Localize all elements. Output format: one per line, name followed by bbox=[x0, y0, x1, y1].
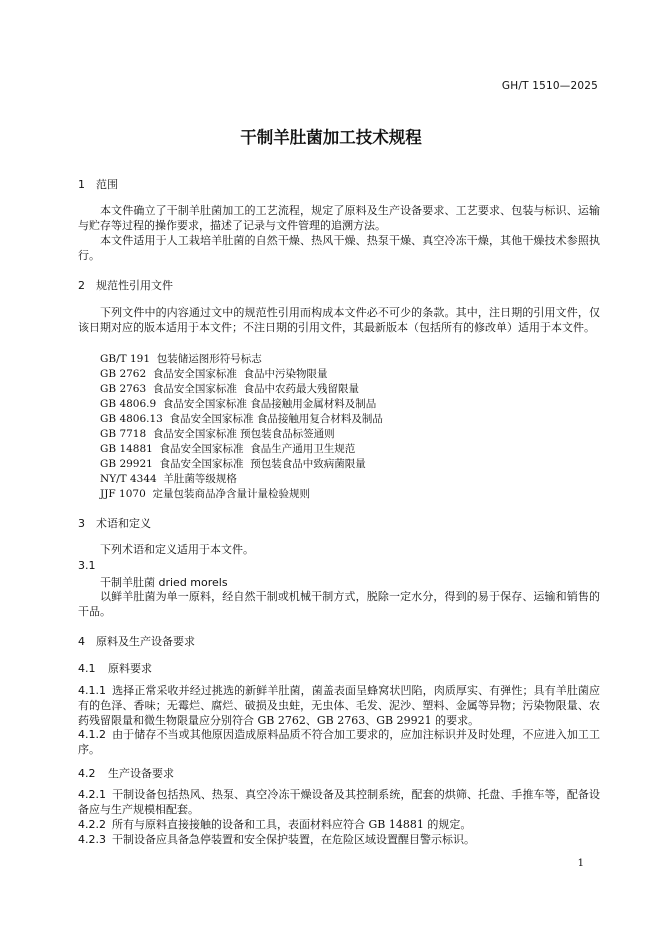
reference-item: GB 4806.9 食品安全国家标准 食品接触用金属材料及制品 bbox=[100, 398, 377, 410]
clause-text: 干制设备应具备急停装置和安全保护装置，在危险区域设置醒目警示标识。 bbox=[112, 833, 475, 846]
section-4-heading bbox=[78, 633, 195, 649]
section-number: 2 bbox=[78, 279, 85, 292]
clause-4-2-1 bbox=[78, 787, 600, 817]
section-2-paragraph-1: 下列文件中的内容通过文中的规范性引用而构成本文件必不可少的条款。其中，注日期的引用文件，仅该日期对应的版本适用于本文件；不注日期的引用文件，其最新版本（包括所有的修改单）适用于本文件。 bbox=[78, 306, 600, 335]
clause-text: 干制设备包括热风、热泵、真空冷冻干燥设备及其控制系统，配套的烘筛、托盘、手推车等，配备设备应与生产规模相配套。 bbox=[78, 788, 600, 817]
clause-text: 由于储存不当或其他原因造成原料品质不符合加工要求的，应加注标识并及时处理，不应进入加工工序。 bbox=[78, 728, 600, 757]
document-title: 干制羊肚菌加工技术规程 bbox=[240, 128, 422, 147]
clause-number: 4.2.3 bbox=[78, 833, 106, 846]
term-number: 3.1 bbox=[78, 559, 96, 572]
clause-4-2-3 bbox=[78, 832, 600, 847]
reference-item: JJF 1070 定量包装商品净含量计量检验规则 bbox=[100, 488, 310, 500]
clause-number: 4.1.2 bbox=[78, 728, 106, 741]
subsection-title: 原料要求 bbox=[108, 662, 152, 675]
reference-item: GB 14881 食品安全国家标准 食品生产通用卫生规范 bbox=[100, 443, 356, 455]
section-number: 3 bbox=[78, 517, 85, 530]
section-title: 规范性引用文件 bbox=[96, 279, 173, 292]
section-2-heading bbox=[78, 277, 173, 293]
reference-item: GB 2763 食品安全国家标准 食品中农药最大残留限量 bbox=[100, 383, 360, 395]
section-title: 范围 bbox=[96, 178, 118, 191]
section-number: 1 bbox=[78, 178, 85, 191]
subsection-title: 生产设备要求 bbox=[108, 767, 174, 780]
section-1-heading bbox=[78, 176, 118, 192]
clause-number: 4.2.2 bbox=[78, 818, 106, 831]
reference-item: GB 2762 食品安全国家标准 食品中污染物限量 bbox=[100, 368, 328, 380]
subsection-number: 4.2 bbox=[78, 767, 96, 780]
reference-item: GB 4806.13 食品安全国家标准 食品接触用复合材料及制品 bbox=[100, 413, 383, 425]
subsection-number: 4.1 bbox=[78, 662, 96, 675]
section-number: 4 bbox=[78, 635, 85, 648]
clause-text: 所有与原料直接接触的设备和工具，表面材料应符合 GB 14881 的规定。 bbox=[112, 818, 472, 831]
subsection-4-1-heading bbox=[78, 660, 152, 676]
clause-number: 4.1.1 bbox=[78, 684, 106, 697]
reference-item: NY/T 4344 羊肚菌等级规格 bbox=[100, 473, 237, 485]
page-number: 1 bbox=[577, 858, 584, 869]
subsection-4-2-heading bbox=[78, 765, 174, 781]
term-name: 干制羊肚菌 dried morels bbox=[100, 576, 228, 589]
clause-4-1-1 bbox=[78, 683, 600, 729]
section-3-paragraph-1: 下列术语和定义适用于本文件。 bbox=[100, 543, 254, 556]
section-1-paragraph-2: 本文件适用于人工栽培羊肚菌的自然干燥、热风干燥、热泵干燥、真空冷冻干燥，其他干燥技术参照执行。 bbox=[78, 234, 600, 263]
clause-4-1-2 bbox=[78, 727, 600, 757]
reference-item: GB 7718 食品安全国家标准 预包装食品标签通则 bbox=[100, 428, 335, 440]
section-3-heading bbox=[78, 515, 151, 531]
clause-4-2-2 bbox=[78, 817, 600, 832]
clause-number: 4.2.1 bbox=[78, 788, 106, 801]
standard-code: GH/T 1510—2025 bbox=[501, 80, 598, 92]
section-title: 原料及生产设备要求 bbox=[96, 635, 195, 648]
reference-item: GB/T 191 包装储运图形符号标志 bbox=[100, 353, 262, 365]
clause-text: 选择正常采收并经过挑选的新鲜羊肚菌，菌盖表面呈蜂窝状凹陷，肉质厚实、有弹性；具有羊肚菌应有的色泽、香味；无霉烂、腐烂、破损及虫蛀，无虫体、毛发、泥沙、塑料、金属等异物；污染物限量、农药残留限量和微生物限量应分别符合 GB 2762、GB 2763、GB 29921 的要求。 bbox=[78, 684, 600, 728]
section-title: 术语和定义 bbox=[96, 517, 151, 530]
reference-item: GB 29921 食品安全国家标准 预包装食品中致病菌限量 bbox=[100, 458, 366, 470]
section-1-paragraph-1: 本文件确立了干制羊肚菌加工的工艺流程，规定了原料及生产设备要求、工艺要求、包装与标识、运输与贮存等过程的操作要求，描述了记录与文件管理的追溯方法。 bbox=[78, 204, 600, 233]
term-definition: 以鲜羊肚菌为单一原料，经自然干制或机械干制方式，脱除一定水分，得到的易于保存、运输和销售的干品。 bbox=[78, 590, 600, 619]
